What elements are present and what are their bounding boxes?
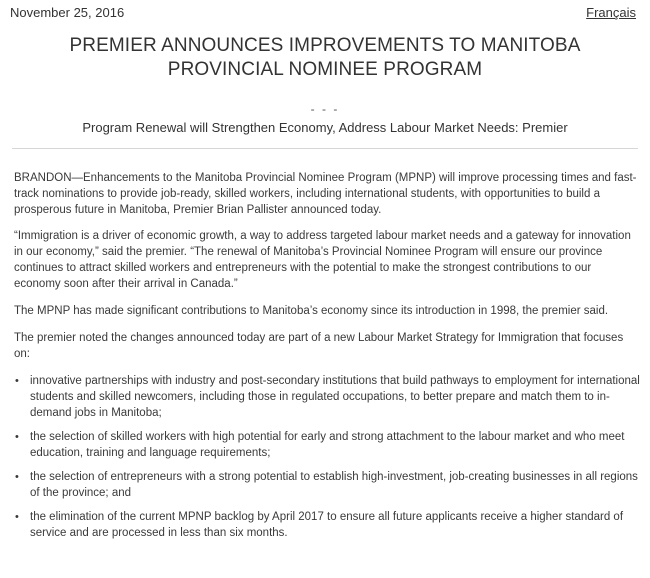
title-separator: - - - bbox=[310, 102, 340, 116]
list-item-text: the selection of entrepreneurs with a strong potential to establish high-investment, job-creating businesses in all regions of the province; and bbox=[30, 471, 638, 499]
list-item bbox=[14, 373, 640, 421]
list-item bbox=[14, 509, 640, 541]
bullet-icon: • bbox=[15, 375, 19, 387]
page-title bbox=[20, 34, 630, 82]
subtitle: Program Renewal will Strengthen Economy, Address Labour Market Needs: Premier bbox=[82, 120, 568, 135]
list-item bbox=[14, 429, 640, 461]
paragraph-strategy: The premier noted the changes announced today are part of a new Labour Market Strategy for Immigration that focuses on: bbox=[14, 332, 624, 360]
title-line-2: PROVINCIAL NOMINEE PROGRAM bbox=[167, 59, 483, 80]
paragraph-quote: “Immigration is a driver of economic growth, a way to address targeted labour market needs and a gateway for innovation in our economy,” said the premier. “The renewal of Manitoba’s Provincial Nominee Program will ensure our province continues to attract skilled workers and entrepreneurs with the potential to make the strongest contributions to our economy soon after their arrival in Canada.” bbox=[14, 230, 631, 290]
strategy-list bbox=[14, 373, 640, 541]
bullet-icon: • bbox=[15, 471, 19, 483]
paragraph-intro: BRANDON—Enhancements to the Manitoba Provincial Nominee Program (MPNP) will improve processing times and fast-track nominations to provide job-ready, skilled workers, including international students, with opportunities to build a prosperous future in Manitoba, Premier Brian Pallister announced today. bbox=[14, 172, 637, 216]
list-item-text: the selection of skilled workers with high potential for early and strong attachment to the labour market and who meet education, training and language requirements; bbox=[30, 431, 625, 459]
list-item-text: innovative partnerships with industry and post-secondary institutions that build pathways to employment for international students and skilled newcomers, including those in regulated occupations, to better prepare and match them to in-demand jobs in Manitoba; bbox=[30, 375, 640, 419]
divider bbox=[12, 148, 638, 149]
language-link[interactable]: Français bbox=[586, 5, 636, 20]
top-bar bbox=[10, 5, 636, 25]
article-body bbox=[14, 170, 640, 549]
release-date: November 25, 2016 bbox=[10, 5, 125, 20]
paragraph-history: The MPNP has made significant contributions to Manitoba’s economy since its introduction in 1998, the premier said. bbox=[14, 305, 609, 317]
bullet-icon: • bbox=[15, 431, 19, 443]
list-item bbox=[14, 469, 640, 501]
list-item-text: the elimination of the current MPNP backlog by April 2017 to ensure all future applicants receive a higher standard of service and are processed in less than six months. bbox=[30, 511, 624, 539]
title-line-1: PREMIER ANNOUNCES IMPROVEMENTS TO MANITOBA bbox=[69, 35, 581, 56]
bullet-icon: • bbox=[15, 511, 19, 523]
